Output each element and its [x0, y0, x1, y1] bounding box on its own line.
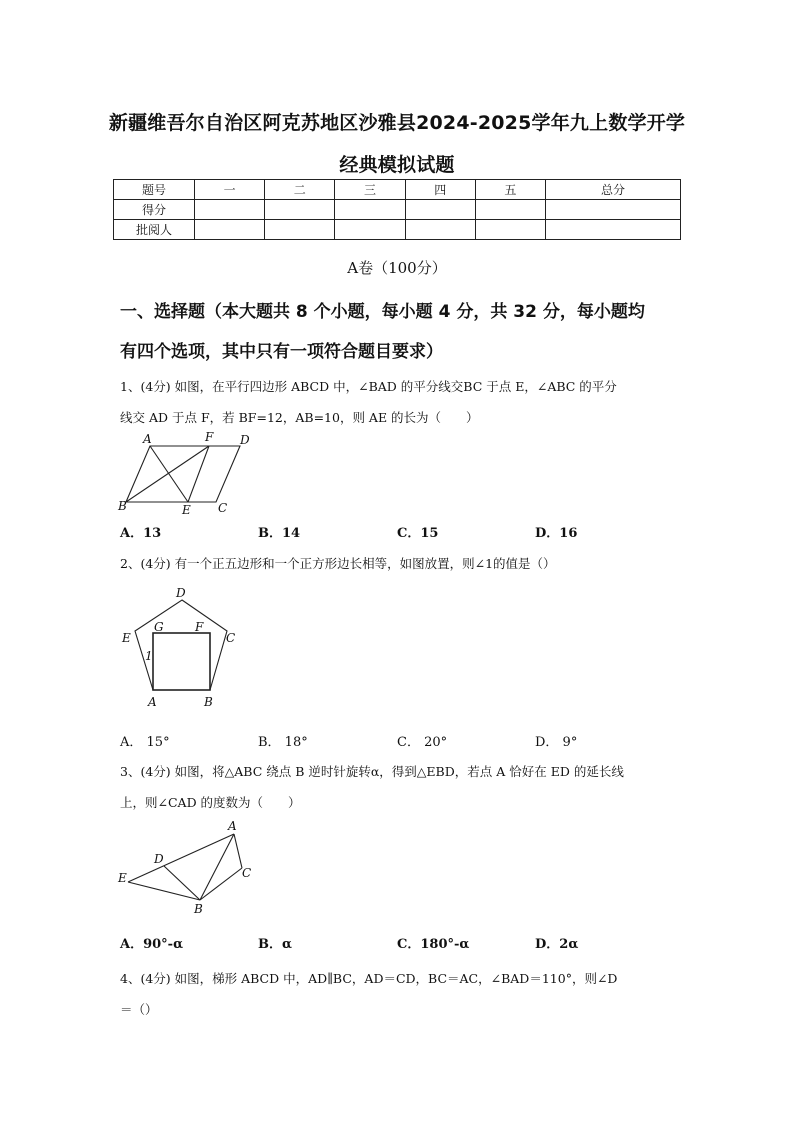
exam-title-line1: 新疆维吾尔自治区阿克苏地区沙雅县2024-2025学年九上数学开学 [108, 112, 686, 134]
figure-label: E [122, 631, 131, 645]
reviewer-cell[interactable] [405, 220, 475, 240]
score-cell[interactable] [335, 200, 405, 220]
figure-label: C [242, 866, 252, 880]
question-1-text-line1: 1、(4分) 如图，在平行四边形 ABCD 中，∠BAD 的平分线交BC 于点 E，∠ABC 的平分 [120, 379, 617, 394]
question-1-option-b[interactable]: B．14 [258, 526, 301, 541]
question-3-option-c[interactable]: C．180°-α [397, 937, 470, 952]
question-3-option-b[interactable]: B．α [258, 937, 292, 952]
figure-label: A [228, 819, 237, 833]
section-heading-line2: 有四个选项，其中只有一项符合题目要求） [120, 342, 443, 362]
score-header-cell: 五 [475, 180, 545, 200]
score-cell[interactable] [405, 200, 475, 220]
reviewer-cell[interactable] [475, 220, 545, 240]
figure-label: D [154, 852, 164, 866]
figure-label: B [204, 695, 213, 709]
question-1-parallelogram-figure [112, 428, 262, 520]
question-1-text-line2: 线交 AD 于点 F，若 BF=12，AB=10，则 AE 的长为（ ） [120, 410, 479, 425]
section-heading-line1: 一、选择题（本大题共 8 个小题，每小题 4 分，共 32 分，每小题均 [120, 302, 645, 322]
score-cell[interactable] [265, 200, 335, 220]
score-row [114, 200, 681, 220]
score-header-cell: 题号 [114, 180, 195, 200]
question-3-option-a[interactable]: A．90°-α [120, 937, 184, 952]
figure-label: E [118, 871, 127, 885]
question-3-text-line2: 上，则∠CAD 的度数为（ ） [120, 795, 301, 810]
figure-label: F [205, 430, 214, 444]
figure-label: C [226, 631, 236, 645]
reviewer-cell[interactable] [195, 220, 265, 240]
question-2-text-line1: 2、(4分) 有一个正五边形和一个正方形边长相等，如图放置，则∠1的值是（） [120, 556, 556, 571]
figure-label: A [148, 695, 157, 709]
reviewer-row-label: 批阅人 [114, 220, 195, 240]
question-2-option-b[interactable]: B． 18° [258, 735, 308, 750]
reviewer-cell[interactable] [335, 220, 405, 240]
score-cell[interactable] [475, 200, 545, 220]
question-1-option-a[interactable]: A．13 [120, 526, 162, 541]
score-table-header-row [114, 180, 681, 200]
figure-label: C [218, 501, 228, 515]
figure-label: 1 [145, 649, 153, 663]
question-1-option-c[interactable]: C．15 [397, 526, 439, 541]
question-4-text-line1: 4、(4分) 如图，梯形 ABCD 中，AD∥BC，AD＝CD，BC＝AC，∠BAD＝110°，则∠D [120, 971, 618, 986]
question-2-pentagon-figure [112, 584, 252, 712]
score-header-cell: 三 [335, 180, 405, 200]
score-cell[interactable] [546, 200, 681, 220]
question-2-option-c[interactable]: C． 20° [397, 735, 448, 750]
question-3-text-line1: 3、(4分) 如图，将△ABC 绕点 B 逆时针旋转α，得到△EBD，若点 A 恰好在 ED 的延长线 [120, 764, 624, 779]
question-2-option-d[interactable]: D． 9° [535, 735, 578, 750]
score-table [113, 179, 681, 240]
figure-label: B [194, 902, 203, 916]
figure-label: E [182, 503, 191, 517]
question-2-option-a[interactable]: A． 15° [120, 735, 170, 750]
question-1-option-d[interactable]: D．16 [535, 526, 578, 541]
score-cell[interactable] [195, 200, 265, 220]
question-4-text-line2: ＝（） [120, 1002, 158, 1017]
reviewer-cell[interactable] [265, 220, 335, 240]
score-header-cell: 四 [405, 180, 475, 200]
figure-label: B [118, 499, 127, 513]
figure-label: F [195, 620, 204, 634]
exam-title-line2: 经典模拟试题 [339, 154, 455, 176]
figure-label: D [176, 586, 186, 600]
score-row-label: 得分 [114, 200, 195, 220]
question-3-rotation-figure [112, 816, 262, 920]
question-3-option-d[interactable]: D．2α [535, 937, 579, 952]
figure-label: G [154, 620, 164, 634]
score-header-cell: 一 [195, 180, 265, 200]
figure-label: D [240, 433, 250, 447]
figure-label: A [143, 432, 152, 446]
score-header-cell: 总分 [546, 180, 681, 200]
reviewer-row [114, 220, 681, 240]
volume-label: A卷（100分） [347, 259, 447, 277]
score-header-cell: 二 [265, 180, 335, 200]
reviewer-cell[interactable] [546, 220, 681, 240]
